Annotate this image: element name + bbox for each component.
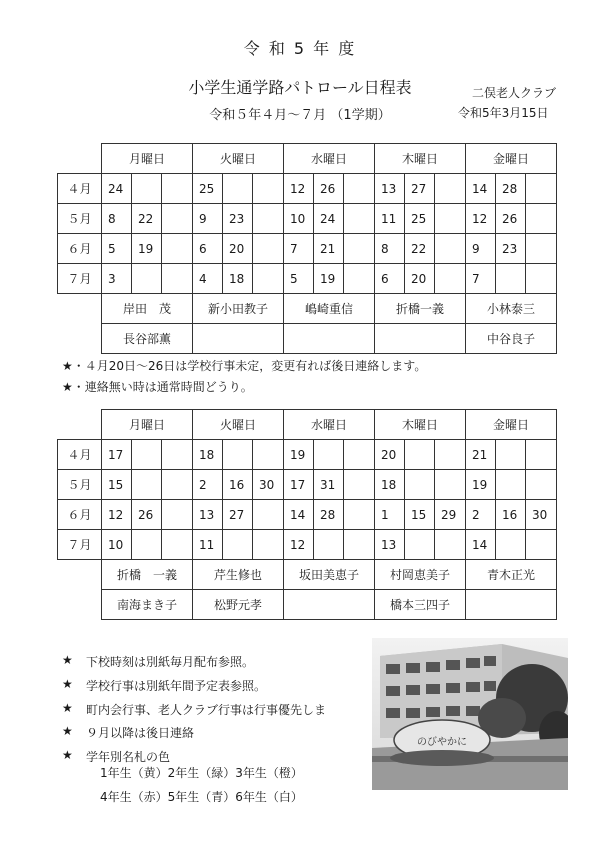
date-cell: 30 [526,500,557,530]
date-cell [162,500,193,530]
date-cell [496,440,526,470]
date-cell [526,174,557,204]
document-title: 令 和 5 年 度 [243,39,357,58]
date-cell: 23 [223,204,253,234]
date-cell [344,440,375,470]
table-row [58,204,557,234]
date-cell [435,234,466,264]
date-cell [162,234,193,264]
date-cell [132,530,162,560]
date-cell: 10 [284,204,314,234]
date-cell [405,440,435,470]
date-cell: 16 [496,500,526,530]
period-label: 令和５年４月～７月 （1学期） [209,108,391,123]
date-cell: 5 [284,264,314,294]
patrol-member: 中谷良子 [466,324,557,354]
patrol-member: 橋本三四子 [375,590,466,620]
schedule-title: 小学生通学路パトロール日程表 [188,78,412,97]
star-icon: ★ [62,677,73,691]
date-cell: 14 [466,530,496,560]
date-cell [223,174,253,204]
date-cell: 19 [132,234,162,264]
date-cell: 18 [223,264,253,294]
patrol-member: 折橋 一義 [102,560,193,590]
date-cell: 12 [102,500,132,530]
date-cell [253,530,284,560]
date-cell: 8 [375,234,405,264]
date-cell [314,530,344,560]
patrol-member [284,590,375,620]
note-line: ９月以降は後日連絡 [86,726,195,740]
date-cell [132,470,162,500]
date-cell: 13 [375,174,405,204]
star-icon: ★ [62,724,73,738]
day-header: 水曜日 [284,410,375,440]
date-cell [435,470,466,500]
note-line: 学年別名札の色 [86,750,171,764]
date-cell [132,174,162,204]
date-cell: 29 [435,500,466,530]
sign-text: のびやかに [417,737,467,748]
date-cell: 31 [314,470,344,500]
date-cell: 10 [102,530,132,560]
date-cell [435,174,466,204]
school-photo [372,638,568,790]
day-header: 金曜日 [466,410,557,440]
day-header: 木曜日 [375,144,466,174]
date-cell: 13 [193,500,223,530]
date-cell: 3 [102,264,132,294]
table-row [58,234,557,264]
date-cell: 21 [314,234,344,264]
date-cell: 12 [466,204,496,234]
date-cell [253,440,284,470]
date-cell [496,530,526,560]
date-cell: 18 [375,470,405,500]
day-header: 月曜日 [102,144,193,174]
date-cell [344,234,375,264]
date-cell: 24 [314,204,344,234]
date-cell: 2 [193,470,223,500]
date-cell [223,530,253,560]
date-cell [162,530,193,560]
patrol-member [284,324,375,354]
date-cell: 26 [132,500,162,530]
date-cell [162,264,193,294]
date-cell: 11 [193,530,223,560]
date-cell: 12 [284,174,314,204]
date-cell [162,440,193,470]
date-cell: 30 [253,470,284,500]
date-cell: 26 [496,204,526,234]
date-cell: 17 [102,440,132,470]
date-cell: 20 [375,440,405,470]
date-cell [253,500,284,530]
date-cell [405,470,435,500]
date-cell: 19 [314,264,344,294]
date-cell [526,204,557,234]
date-cell: 5 [102,234,132,264]
day-header: 火曜日 [193,410,284,440]
patrol-member: 長谷部薫 [102,324,193,354]
day-header: 金曜日 [466,144,557,174]
date-cell: 7 [284,234,314,264]
date-cell [162,470,193,500]
date-cell: 27 [405,174,435,204]
date-cell [344,500,375,530]
star-icon: ★ [62,653,73,667]
day-header: 月曜日 [102,410,193,440]
date-cell: 21 [466,440,496,470]
date-cell: 19 [466,470,496,500]
date-cell [132,264,162,294]
date-cell: 9 [193,204,223,234]
date-cell: 6 [193,234,223,264]
date-cell: 14 [466,174,496,204]
patrol-member: 松野元孝 [193,590,284,620]
note-line: 町内会行事、老人クラブ行事は行事優先しま [86,703,327,717]
date-cell: 8 [102,204,132,234]
date-cell: 1 [375,500,405,530]
date-cell [435,530,466,560]
date-cell [253,174,284,204]
date-cell [435,440,466,470]
month-label: ４月 [58,440,102,470]
patrol-member [375,324,466,354]
date-cell: 15 [405,500,435,530]
note-line: 学校行事は別紙年間予定表参照。 [86,679,267,693]
patrol-member: 岸田 茂 [102,294,193,324]
date-cell [344,204,375,234]
month-label: ７月 [58,264,102,294]
month-label: ５月 [58,204,102,234]
date-cell [162,174,193,204]
date-cell [496,470,526,500]
date-cell: 4 [193,264,223,294]
date-cell: 20 [223,234,253,264]
star-icon: ★ [62,701,73,715]
issue-date: 令和5年3月15日 [458,106,549,120]
date-cell [344,470,375,500]
date-cell: 11 [375,204,405,234]
date-cell: 17 [284,470,314,500]
patrol-member [466,590,557,620]
date-cell: 16 [223,470,253,500]
date-cell [132,440,162,470]
date-cell: 26 [314,174,344,204]
month-label: ５月 [58,470,102,500]
date-cell: 22 [405,234,435,264]
month-label: ６月 [58,500,102,530]
patrol-member: 坂田美恵子 [284,560,375,590]
table-row [58,500,557,530]
schedule-table-1 [57,143,557,354]
date-cell [223,440,253,470]
date-cell: 18 [193,440,223,470]
date-cell: 20 [405,264,435,294]
patrol-member: 芹生修也 [193,560,284,590]
patrol-member: 折橋一義 [375,294,466,324]
date-cell: 22 [132,204,162,234]
date-cell: 13 [375,530,405,560]
date-cell [526,234,557,264]
date-cell [314,440,344,470]
table-row [58,530,557,560]
table-row [58,174,557,204]
date-cell: 28 [314,500,344,530]
date-cell: 27 [223,500,253,530]
patrol-member: 小林泰三 [466,294,557,324]
table-row [58,470,557,500]
date-cell [526,470,557,500]
day-header: 火曜日 [193,144,284,174]
date-cell: 14 [284,500,314,530]
date-cell: 12 [284,530,314,560]
date-cell: 19 [284,440,314,470]
date-cell [435,264,466,294]
date-cell [344,264,375,294]
date-cell [526,264,557,294]
date-cell: 23 [496,234,526,264]
date-cell [253,204,284,234]
patrol-member [193,324,284,354]
color-line-2: 4年生（赤）5年生（青）6年生（白） [100,790,303,804]
date-cell [344,530,375,560]
date-cell [405,530,435,560]
note-line: ★・４月20日～26日は学校行事未定，変更有れば後日連絡します。 [62,359,427,373]
date-cell: 2 [466,500,496,530]
patrol-member: 村岡恵美子 [375,560,466,590]
date-cell: 15 [102,470,132,500]
date-cell: 25 [193,174,223,204]
date-cell [162,204,193,234]
star-icon: ★ [62,748,73,762]
schedule-table-2 [57,409,557,620]
organization-name: 二俣老人クラブ [472,86,557,100]
month-label: ６月 [58,234,102,264]
date-cell [496,264,526,294]
date-cell [526,530,557,560]
table-row [58,440,557,470]
date-cell [435,204,466,234]
day-header: 木曜日 [375,410,466,440]
date-cell: 24 [102,174,132,204]
color-line-1: 1年生（黄）2年生（緑）3年生（橙） [100,766,303,780]
patrol-member: 嶋崎重信 [284,294,375,324]
patrol-member: 南海まき子 [102,590,193,620]
month-label: ４月 [58,174,102,204]
patrol-member: 新小田教子 [193,294,284,324]
date-cell [253,234,284,264]
note-line: 下校時刻は別紙毎月配布参照。 [86,655,255,669]
patrol-member: 青木正光 [466,560,557,590]
month-label: ７月 [58,530,102,560]
date-cell [344,174,375,204]
date-cell: 7 [466,264,496,294]
table-row [58,264,557,294]
date-cell [526,440,557,470]
note-line: ★・連絡無い時は通常時間どうり。 [62,380,253,394]
date-cell: 25 [405,204,435,234]
date-cell [253,264,284,294]
day-header: 水曜日 [284,144,375,174]
date-cell: 6 [375,264,405,294]
date-cell: 9 [466,234,496,264]
date-cell: 28 [496,174,526,204]
